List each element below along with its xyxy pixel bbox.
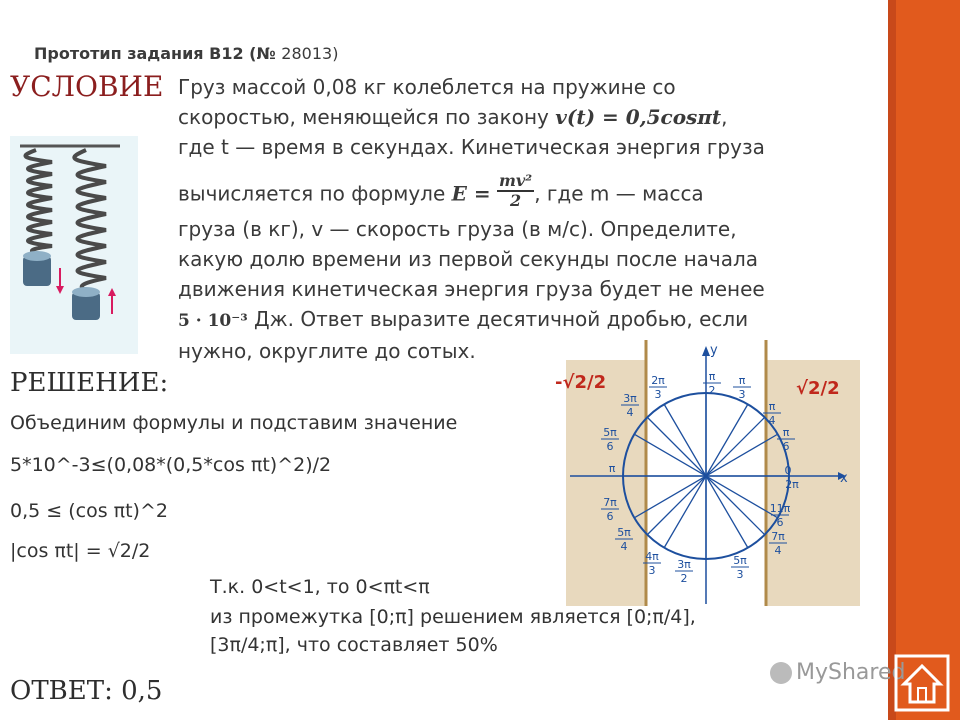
solution-equation: |cos πt| = √2/2 (10, 540, 151, 562)
fraction-numerator: mv² (498, 171, 533, 190)
angle-label: 4π (645, 550, 659, 563)
springs-illustration (10, 136, 138, 354)
angle-denominator: 6 (782, 440, 790, 453)
myshared-logo (770, 660, 905, 685)
angle-denominator: 3 (648, 564, 656, 577)
condition-text-part: , где m — масса (534, 181, 704, 206)
answer-heading: ОТВЕТ: 0,5 (10, 676, 163, 706)
energy-formula: E = (451, 181, 491, 206)
logo-text: MyShared (796, 660, 906, 685)
angle-label: 5π (617, 526, 631, 539)
angle-label: π (768, 400, 776, 413)
solution-line: [3π/4;π], что составляет 50% (210, 634, 498, 656)
fraction-denominator: 2 (510, 191, 522, 210)
x-axis-label: x (840, 471, 848, 486)
energy-fraction (497, 172, 534, 210)
angle-denominator: 2 (708, 384, 716, 397)
condition-text-part: вычисляется по формуле (178, 181, 452, 206)
accent-bar (888, 0, 960, 720)
condition-line: Груз массой 0,08 кг колеблется на пружине со (178, 75, 676, 99)
angle-label: π (608, 462, 616, 475)
condition-line (178, 304, 878, 336)
condition-text-part: Дж. Ответ выразите десятичной дробью, если (247, 307, 749, 331)
condition-line: какую долю времени из первой секунды после начала (178, 247, 759, 271)
condition-text-part: , (721, 105, 728, 129)
condition-text (178, 72, 878, 366)
problem-title (34, 44, 338, 63)
angle-label: 2π (785, 478, 799, 491)
angle-denominator: 4 (774, 544, 782, 557)
angle-label: 3π (623, 392, 637, 405)
angle-denominator: 4 (626, 406, 634, 419)
angle-denominator: 3 (738, 388, 746, 401)
solution-inequality: 5*10^-3≤(0,08*(0,5*cos πt)^2)/2 (10, 454, 332, 476)
angle-label: 5π (733, 554, 747, 567)
energy-threshold: 5 · 10⁻³ (178, 311, 248, 331)
pos-sqrt2-label: √2/2 (796, 378, 840, 399)
angle-label: 5π (603, 426, 617, 439)
solution-line: из промежутка [0;π] решением является [0;π/4], (210, 606, 696, 628)
solution-line: Объединим формулы и подставим значение (10, 412, 458, 434)
condition-heading: УСЛОВИЕ (10, 70, 164, 103)
solution-inequality: 0,5 ≤ (cos πt)^2 (10, 500, 168, 522)
home-icon[interactable] (894, 654, 950, 712)
angle-denominator: 2 (680, 572, 688, 585)
angle-label: 7π (603, 496, 617, 509)
angle-label: 3π (677, 558, 691, 571)
solution-line: Т.к. 0<t<1, то 0<πt<π (210, 576, 430, 598)
angle-denominator: 6 (776, 516, 784, 529)
condition-line: нужно, округлите до сотых. (178, 339, 476, 363)
angle-label: π (738, 374, 746, 387)
angle-label: π (782, 426, 790, 439)
angle-denominator: 4 (768, 414, 776, 427)
neg-sqrt2-label: -√2/2 (555, 372, 607, 393)
angle-denominator: 3 (736, 568, 744, 581)
angle-denominator: 4 (620, 540, 628, 553)
condition-line: где t — время в секундах. Кинетическая энергия груза (178, 135, 765, 159)
title-number: 28013 (281, 44, 333, 63)
logo-globe-icon (770, 662, 792, 684)
angle-label: π (708, 370, 716, 383)
angle-label: 0 (784, 464, 792, 477)
angle-label: 7π (771, 530, 785, 543)
title-suffix: ) (332, 44, 339, 63)
accent-bar-edge (888, 0, 896, 720)
condition-text-part: скоростью, меняющейся по закону (178, 105, 556, 129)
condition-line: груза (в кг), v — скорость груза (в м/с). Определите, (178, 217, 737, 241)
angle-label: 11π (769, 502, 791, 515)
condition-line (178, 171, 878, 214)
velocity-formula: v(t) = 0,5cosπt (555, 105, 722, 129)
angle-label: 2π (651, 374, 665, 387)
title-prefix: Прототип задания B12 (№ (34, 44, 282, 63)
solution-heading: РЕШЕНИЕ: (10, 368, 169, 398)
angle-denominator: 6 (606, 440, 614, 453)
y-axis-label: y (710, 343, 718, 358)
angle-denominator: 6 (606, 510, 614, 523)
condition-line (178, 102, 878, 132)
condition-line: движения кинетическая энергия груза будет не менее (178, 277, 765, 301)
angle-denominator: 3 (654, 388, 662, 401)
